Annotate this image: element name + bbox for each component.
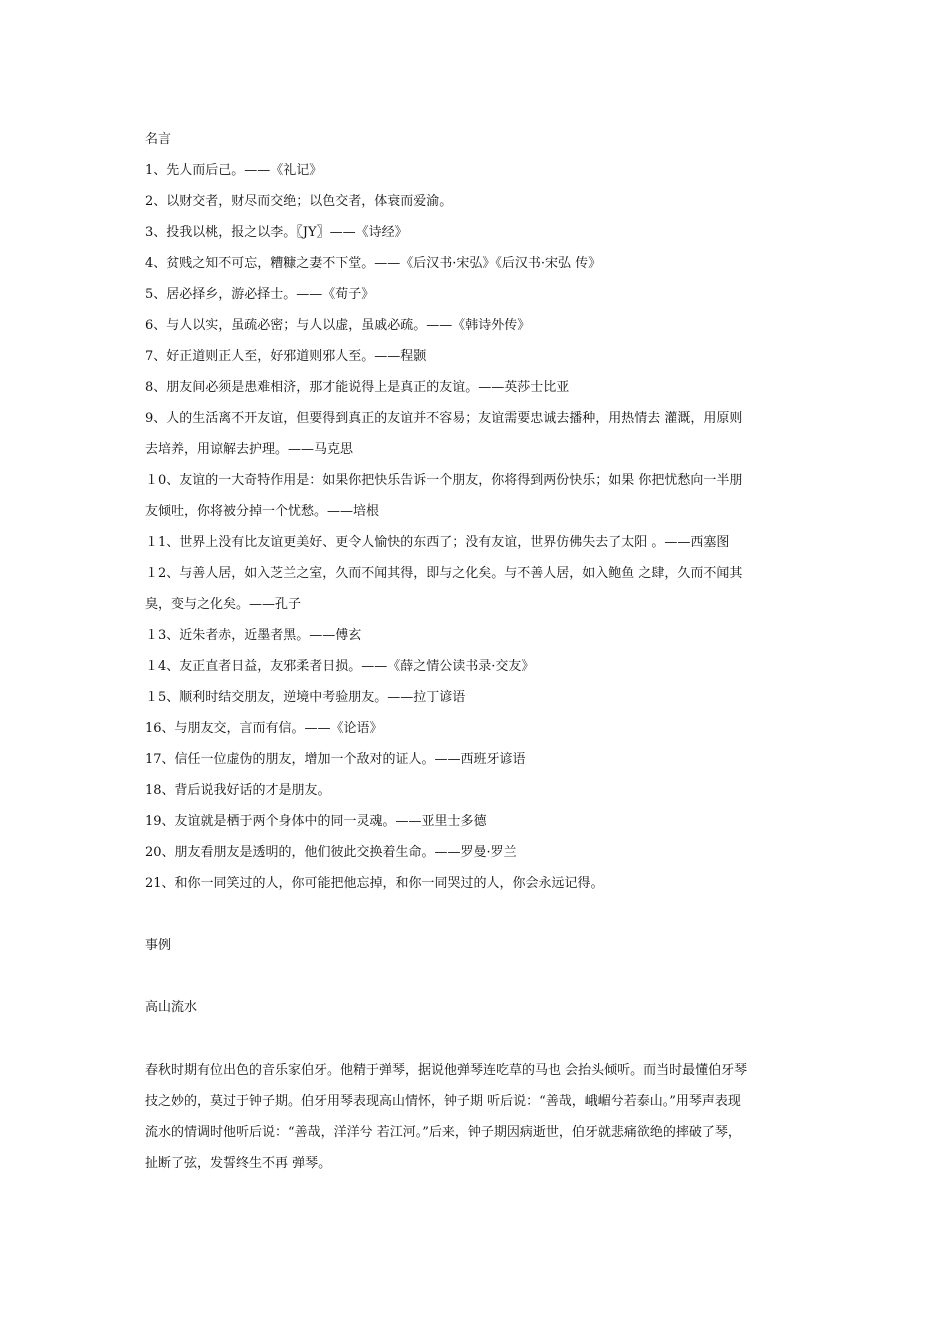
- story-title: 高山流水: [145, 1000, 198, 1015]
- quote-line: 臭，变与之化矣。——孔子: [145, 597, 302, 612]
- section-spacer: [145, 1023, 810, 1055]
- quote-line: １2、与善人居，如入芝兰之室，久而不闻其得，即与之化矣。与不善人居，如入鲍鱼 之肆，久而不闻其: [145, 566, 743, 581]
- quote-line: 7、好正道则正人至，好邪道则邪人至。——程颢: [145, 349, 427, 364]
- quote-line: 19、友谊就是栖于两个身体中的同一灵魂。——亚里士多德: [145, 814, 487, 829]
- quotes-list: [145, 155, 810, 899]
- story-line: 扯断了弦，发誓终生不再 弹琴。: [145, 1156, 332, 1171]
- quote-line: 2、以财交者，财尽而交绝；以色交者，体衰而爱渝。: [145, 194, 453, 209]
- section-spacer: [145, 899, 810, 930]
- quote-line: 8、朋友间必须是患难相济，那才能说得上是真正的友谊。——英莎士比亚: [145, 380, 570, 395]
- quote-line: 9、人的生活离不开友谊，但要得到真正的友谊并不容易；友谊需要忠诚去播种，用热情去 灌溉，用原则: [145, 411, 743, 426]
- section-spacer: [145, 961, 810, 992]
- quote-line: １0、友谊的一大奇特作用是：如果你把快乐告诉一个朋友，你将得到两份快乐；如果 你把忧愁向一半朋: [145, 473, 743, 488]
- quote-line: 3、投我以桃，报之以李。〖JY〗——《诗经》: [145, 225, 408, 240]
- story-paragraph: [145, 1055, 810, 1179]
- quote-line: 18、背后说我好话的才是朋友。: [145, 783, 331, 798]
- quote-line: １4、友正直者日益，友邪柔者日损。——《薛之情公读书录·交友》: [145, 659, 535, 674]
- quote-line: 16、与朋友交，言而有信。——《论语》: [145, 721, 383, 736]
- quote-line: １3、近朱者赤，近墨者黑。——傅玄: [145, 628, 362, 643]
- quote-line: 20、朋友看朋友是透明的，他们彼此交换着生命。——罗曼·罗兰: [145, 845, 517, 860]
- quote-line: 4、贫贱之知不可忘，糟糠之妻不下堂。——《后汉书·宋弘》《后汉书·宋弘 传》: [145, 256, 602, 271]
- quote-line: １5、顺利时结交朋友，逆境中考验朋友。——拉丁谚语: [145, 690, 466, 705]
- story-line: 流水的情调时他听后说：“善哉，洋洋兮 若江河。”后来，钟子期因病逝世，伯牙就悲痛欲绝的摔破了琴，: [145, 1125, 741, 1140]
- quote-line: 17、信任一位虚伪的朋友，增加一个敌对的证人。——西班牙谚语: [145, 752, 526, 767]
- story-line: 技之妙的，莫过于钟子期。伯牙用琴表现高山情怀，钟子期 听后说：“善哉，峨嵋兮若泰山。”用琴声表现: [145, 1094, 741, 1109]
- document-page: [145, 124, 810, 1179]
- quote-line: 去培养，用谅解去护理。——马克思: [145, 442, 354, 457]
- quote-line: 友倾吐，你将被分掉一个忧愁。——培根: [145, 504, 380, 519]
- story-line: 春秋时期有位出色的音乐家伯牙。他精于弹琴，据说他弹琴连吃草的马也 会抬头倾听。而当时最懂伯牙琴: [145, 1063, 748, 1078]
- quote-line: 6、与人以实，虽疏必密；与人以虚，虽戚必疏。——《韩诗外传》: [145, 318, 531, 333]
- examples-heading: 事例: [145, 938, 172, 953]
- quote-line: １1、世界上没有比友谊更美好、更令人愉快的东西了；没有友谊，世界仿佛失去了太阳 。——西塞图: [145, 535, 730, 550]
- quotes-heading: 名言: [145, 132, 172, 147]
- quote-line: 5、居必择乡，游必择士。——《荀子》: [145, 287, 375, 302]
- quote-line: 1、先人而后己。——《礼记》: [145, 163, 323, 178]
- quote-line: 21、和你一同笑过的人，你可能把他忘掉，和你一同哭过的人，你会永远记得。: [145, 876, 604, 891]
